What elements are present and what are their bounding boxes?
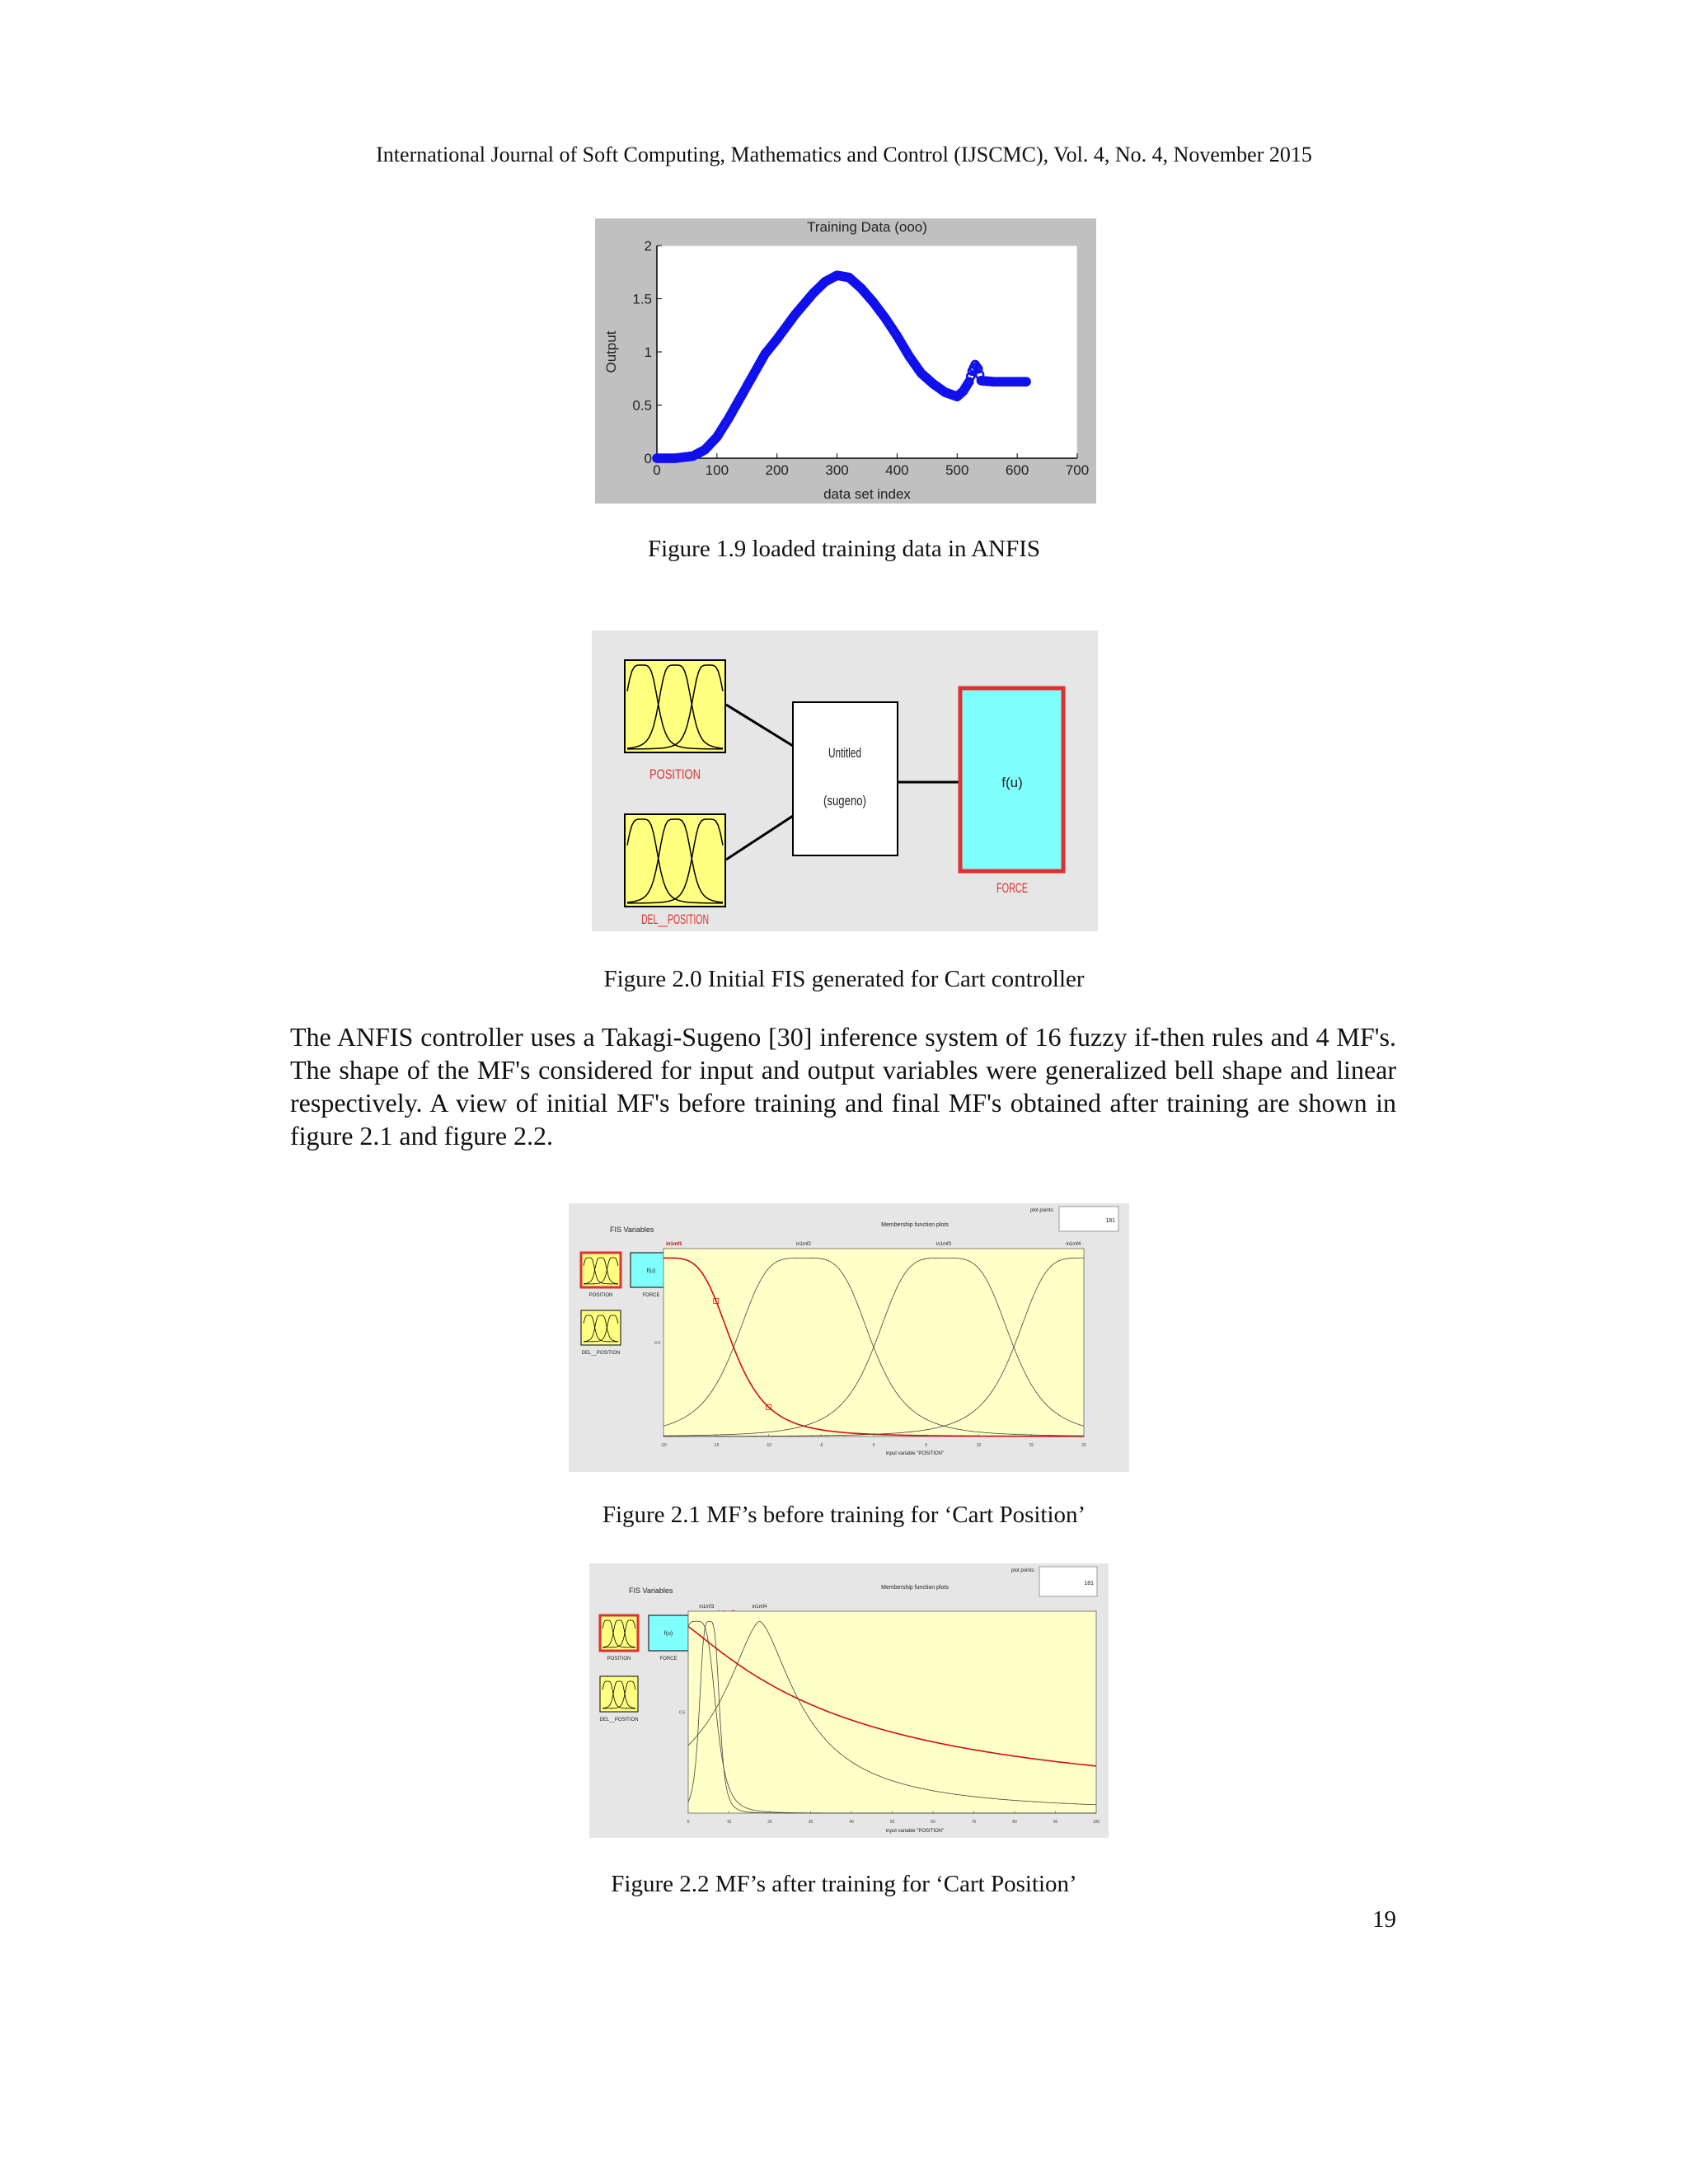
- mf-plot-area: [663, 1249, 1084, 1436]
- x-axis-label: data set index: [823, 486, 911, 502]
- x-tick-label: 100: [705, 462, 729, 478]
- input-position-label: POSITION: [649, 766, 701, 782]
- var-del-position-label: DEL__POSITION: [599, 1718, 639, 1722]
- mf-x-axis-label: input variable "POSITION": [885, 1829, 945, 1834]
- training-data-figure: [595, 218, 1096, 504]
- x-tick-label: 70: [971, 1820, 977, 1825]
- x-tick-label: 0: [872, 1443, 875, 1448]
- x-tick-label: -20: [660, 1443, 667, 1448]
- var-force-func: f(u): [663, 1631, 673, 1637]
- x-tick-label: 80: [1012, 1820, 1017, 1825]
- x-tick-label: 400: [885, 462, 909, 478]
- x-tick-label: 50: [889, 1820, 895, 1825]
- mf-label: in1mf1: [666, 1242, 682, 1247]
- journal-header: International Journal of Soft Computing, Mathematics and Control (IJSCMC), Vol. 4, No. 4, November 2015: [376, 143, 1312, 166]
- var-position-label: POSITION: [607, 1657, 631, 1661]
- x-tick-label: 15: [1029, 1443, 1034, 1448]
- mf-label: in1mf4: [1066, 1242, 1081, 1247]
- x-tick-label: 0: [687, 1820, 690, 1825]
- x-tick-label: 10: [726, 1820, 732, 1825]
- x-tick-label: 30: [808, 1820, 814, 1825]
- system-type: (sugeno): [823, 793, 866, 808]
- x-tick-label: 20: [1081, 1443, 1086, 1448]
- x-tick-label: 20: [767, 1820, 772, 1825]
- x-tick-label: 90: [1053, 1820, 1058, 1825]
- figure-1-9-caption: Figure 1.9 loaded training data in ANFIS: [647, 536, 1041, 562]
- y-tick-label: 1: [644, 344, 652, 360]
- var-force-label: FORCE: [659, 1657, 678, 1661]
- mf-label: in1mf2: [795, 1242, 812, 1247]
- x-tick-label: 60: [931, 1820, 935, 1825]
- var-force-func: f(u): [646, 1268, 656, 1274]
- input-del-position-block[interactable]: [625, 814, 725, 907]
- figure-2-2-caption: Figure 2.2 MF’s after training for ‘Cart Position’: [611, 1871, 1077, 1897]
- page-number: 19: [1372, 1906, 1396, 1933]
- system-block[interactable]: [793, 702, 898, 855]
- fis-variables-title: FIS Variables: [610, 1226, 654, 1234]
- y-tick-label: 1.5: [632, 291, 652, 307]
- x-tick-label: 40: [849, 1820, 854, 1825]
- mf-editor-before-figure: [569, 1203, 1129, 1472]
- x-tick-label: 700: [1065, 462, 1090, 478]
- fis-variables-title: FIS Variables: [629, 1586, 673, 1595]
- x-tick-label: 600: [1005, 462, 1029, 478]
- y-axis-label: Output: [603, 330, 619, 373]
- input-del-position-label: DEL__POSITION: [641, 912, 709, 927]
- x-tick-label: -15: [713, 1443, 720, 1448]
- y-tick-label: 0.5: [654, 1341, 660, 1346]
- system-name: Untitled: [828, 745, 861, 761]
- y-tick-label: 2: [644, 238, 652, 254]
- x-tick-label: 0: [653, 462, 661, 478]
- mf-label: in1mf4: [752, 1605, 767, 1610]
- mf-plot-title: Membership function plots: [881, 1222, 949, 1228]
- mf-label: in1mf3: [699, 1605, 715, 1610]
- var-del-position-block[interactable]: [600, 1676, 638, 1712]
- mf-plot-area: [688, 1611, 1096, 1813]
- output-force-label: FORCE: [996, 880, 1028, 896]
- body-paragraph: The ANFIS controller uses a Takagi-Sugeno [30] inference system of 16 fuzzy if-then rules and 4 MF's. The shape of the MF's considered for input and output variables were generalized bell shape and linear respectively. A view of initial MF's before training and final MF's obtained after training are shown in figure 2.1 and figure 2.2.: [290, 1022, 1396, 1151]
- mf-x-axis-label: input variable "POSITION": [885, 1451, 945, 1456]
- y-tick-label: 0: [644, 451, 652, 466]
- y-tick-label: 0.5: [632, 397, 652, 414]
- var-position-block[interactable]: [581, 1253, 621, 1287]
- fis-editor-figure: [592, 630, 1098, 931]
- mf-plot-title: Membership function plots: [881, 1585, 949, 1591]
- var-position-label: POSITION: [588, 1293, 613, 1298]
- plot-points-label: plot points:: [1030, 1208, 1055, 1213]
- plot-points-value: 181: [1084, 1581, 1094, 1586]
- figure-2-1-caption: Figure 2.1 MF’s before training for ‘Cart Position’: [602, 1502, 1086, 1528]
- var-del-position-label: DEL__POSITION: [581, 1351, 621, 1356]
- x-tick-label: 200: [765, 462, 789, 478]
- x-tick-label: 100: [1092, 1820, 1100, 1825]
- y-tick-label: 0.5: [679, 1710, 685, 1716]
- x-tick-label: 5: [925, 1443, 928, 1448]
- x-tick-label: -10: [765, 1443, 772, 1448]
- x-tick-label: 300: [825, 462, 849, 478]
- var-del-position-block[interactable]: [581, 1310, 621, 1345]
- plot-points-label: plot points:: [1011, 1568, 1036, 1573]
- input-position-block[interactable]: [625, 660, 725, 752]
- figure-2-0-caption: Figure 2.0 Initial FIS generated for Cart controller: [603, 966, 1085, 992]
- output-function: f(u): [1001, 775, 1023, 790]
- mf-label: in1mf3: [935, 1242, 952, 1247]
- var-force-label: FORCE: [642, 1293, 660, 1298]
- var-position-block[interactable]: [600, 1615, 638, 1651]
- x-tick-label: 10: [976, 1443, 982, 1448]
- x-tick-label: -5: [819, 1443, 823, 1448]
- x-tick-label: 500: [945, 462, 969, 478]
- chart-title: Training Data (ooo): [807, 219, 927, 235]
- plot-points-value: 181: [1105, 1218, 1115, 1224]
- mf-editor-after-figure: [589, 1563, 1109, 1838]
